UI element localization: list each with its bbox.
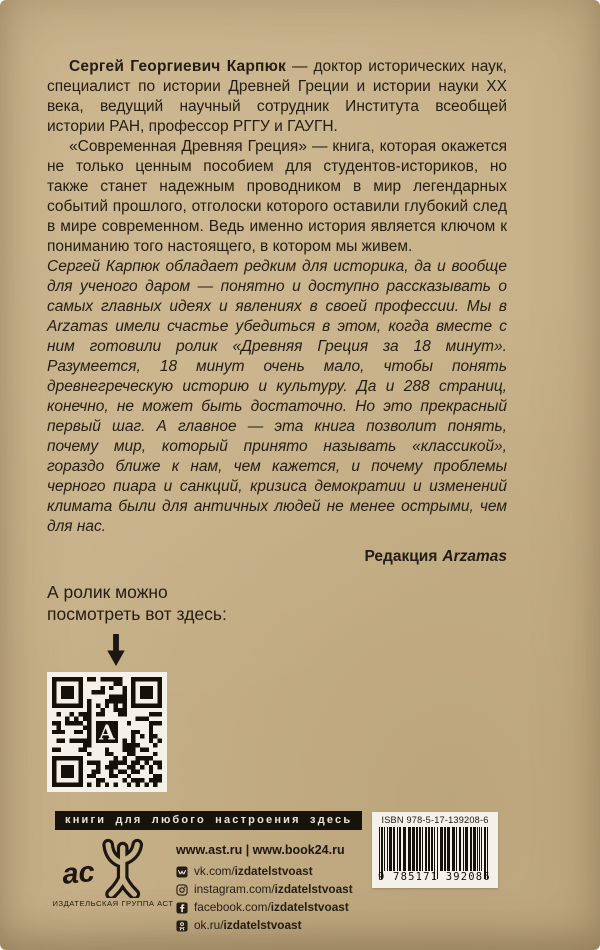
social-link-facebookcom (176, 901, 353, 914)
qr-code (47, 672, 167, 792)
isbn-number: ISBN 978-5-17-139208-6 (381, 815, 489, 825)
ast-logo-letters: ас (60, 856, 96, 891)
back-cover-text-block (47, 57, 507, 792)
social-link-text: facebook.com/izdatelstvoast (194, 900, 349, 914)
author-bio-text: — доктор исторических наук, специалист по истории Древней Греции и истории науки XX века, ведущий научный сотрудник Института всеобщей истории РАН, профессор РГГУ и ГАУГН. (47, 58, 507, 135)
social-links (176, 865, 353, 932)
author-bio-paragraph (47, 57, 507, 137)
publisher-websites: www.ast.ru | www.book24.ru (176, 843, 345, 857)
isbn-barcode-label (372, 812, 498, 888)
social-link-text: ok.ru/izdatelstvoast (194, 918, 302, 932)
video-note (47, 581, 507, 625)
signature-prefix: Редакция (364, 548, 438, 565)
annotation-paragraph: «Современная Древняя Греция» — книга, которая окажется не только ценным пособием для студентов-историков, но также станет надежным проводником в мир легендарных событий прошлого, отголоски которого оставили глубокий след в мире современном. Ведь именно история является ключом к пониманию того настоящего, в котором мы живем. (47, 138, 507, 255)
video-note-line2: посмотреть вот здесь: (47, 604, 227, 624)
review-paragraph: Сергей Карпюк обладает редким для историка, да и вообще для ученого даром — понятно и доступно рассказывать о самых главных идеях и явлениях в своей профессии. Мы в Arzamas имели счастье убедиться в этом, когда вместе с ним готовили ролик «Древняя Греция за 18 минут». Разумеется, 18 минут очень мало, чтобы понять древнегреческую историю и культуру. Да и 288 страниц, конечно, не может быть достаточно. Но это прекрасный первый шаг. А главное — эта книга позволит понять, почему мир, который принято называть «классикой», гораздо ближе к нам, чем кажется, и почему проблемы черного пиара и санкций, кризиса демократии и изменений климата были для античных людей не менее острыми, чем для нас. (47, 258, 507, 535)
barcode-digits: 9 785171 392086 (378, 871, 491, 883)
social-link-okru (176, 919, 353, 932)
publisher-caption: ИЗДАТЕЛЬСКАЯ ГРУППА АСТ (52, 899, 174, 908)
social-link-vkcom (176, 865, 353, 878)
instagram-icon (176, 884, 188, 896)
review-signature (47, 548, 507, 566)
vk-icon (176, 866, 188, 878)
footer-banner: книги для любого настроения здесь (55, 811, 362, 830)
signature-name: Arzamas (442, 548, 507, 565)
down-arrow-icon (105, 634, 127, 667)
social-link-instagramcom (176, 883, 353, 896)
author-name: Сергей Георгиевич Карпюк (69, 58, 286, 75)
facebook-icon (176, 902, 188, 914)
social-link-text: vk.com/izdatelstvoast (194, 864, 313, 878)
ok-icon (176, 920, 188, 932)
publisher-links (176, 843, 353, 937)
video-note-line1: А ролик можно (47, 582, 168, 602)
ast-logo-icon (57, 834, 169, 898)
ast-publisher-logo (46, 834, 180, 908)
social-link-text: instagram.com/izdatelstvoast (194, 882, 353, 896)
svg-text:А: А (98, 720, 116, 745)
